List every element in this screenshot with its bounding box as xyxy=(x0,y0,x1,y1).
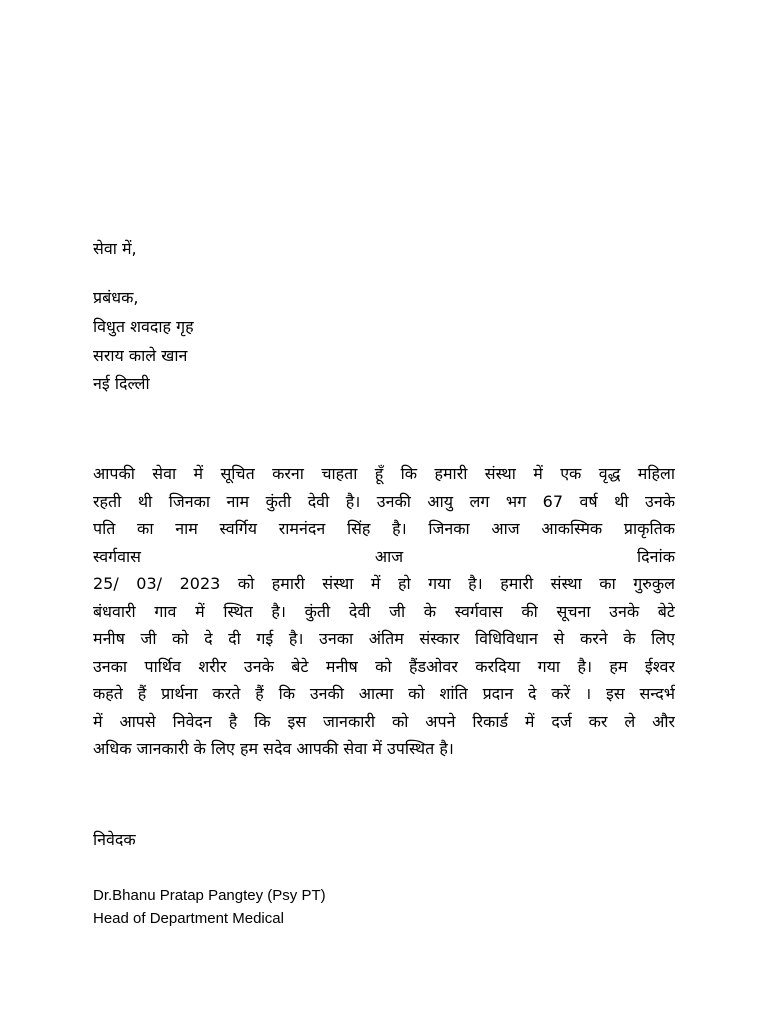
body-line: मनीष जी को दे दी गई है। उनका अंतिम संस्कार विधिविधान से करने के लिए xyxy=(93,629,675,648)
body-line: में आपसे निवेदन है कि इस जानकारी को अपने रिकार्ड में दर्ज कर ले और xyxy=(93,711,675,731)
body-line: आपकी सेवा में सूचित करना चाहता हूँ कि हमारी संस्था में एक वृद्ध महिला xyxy=(93,464,675,483)
recipient-organization: विधुत शवदाह गृह xyxy=(93,317,194,336)
body-line: बंधवारी गाव में स्थित है। कुंती देवी जी के स्वर्गवास की सूचना उनके बेटे xyxy=(93,601,675,621)
body-word: दिनांक xyxy=(637,546,675,566)
body-line-spread xyxy=(93,543,675,571)
body-word: आज xyxy=(374,546,404,566)
recipient-city: नई दिल्ली xyxy=(93,374,150,393)
recipient-locality: सराय काले खान xyxy=(93,346,188,365)
body-line: रहती थी जिनका नाम कुंती देवी है। उनकी आयु लग भग 67 वर्ष थी उनके xyxy=(93,491,675,511)
body-line-date: 25/ 03/ 2023 को हमारी संस्था में हो गया है। हमारी संस्था का गुरुकुल xyxy=(93,574,675,593)
signatory-title: Head of Department Medical xyxy=(93,910,284,927)
body-line-last: अधिक जानकारी के लिए हम सदेव आपकी सेवा में उपस्थित है। xyxy=(93,739,454,758)
signatory-name: Dr.Bhanu Pratap Pangtey (Psy PT) xyxy=(93,887,326,904)
greeting: सेवा में, xyxy=(93,239,137,258)
body-word: स्वर्गवास xyxy=(93,546,141,566)
letter-body xyxy=(93,460,675,763)
closing-label: निवेदक xyxy=(93,830,136,849)
body-line: पति का नाम स्वर्गिय रामनंदन सिंह है। जिनका आज आकस्मिक प्राकृतिक xyxy=(93,519,675,538)
body-line: उनका पार्थिव शरीर उनके बेटे मनीष को हैंडओवर करदिया गया है। हम ईश्वर xyxy=(93,656,675,676)
recipient-designation: प्रबंधक, xyxy=(93,288,139,307)
body-line: कहते हैं प्रार्थना करते हैं कि उनकी आत्मा को शांति प्रदान दे करें । इस सन्दर्भ xyxy=(93,684,675,703)
